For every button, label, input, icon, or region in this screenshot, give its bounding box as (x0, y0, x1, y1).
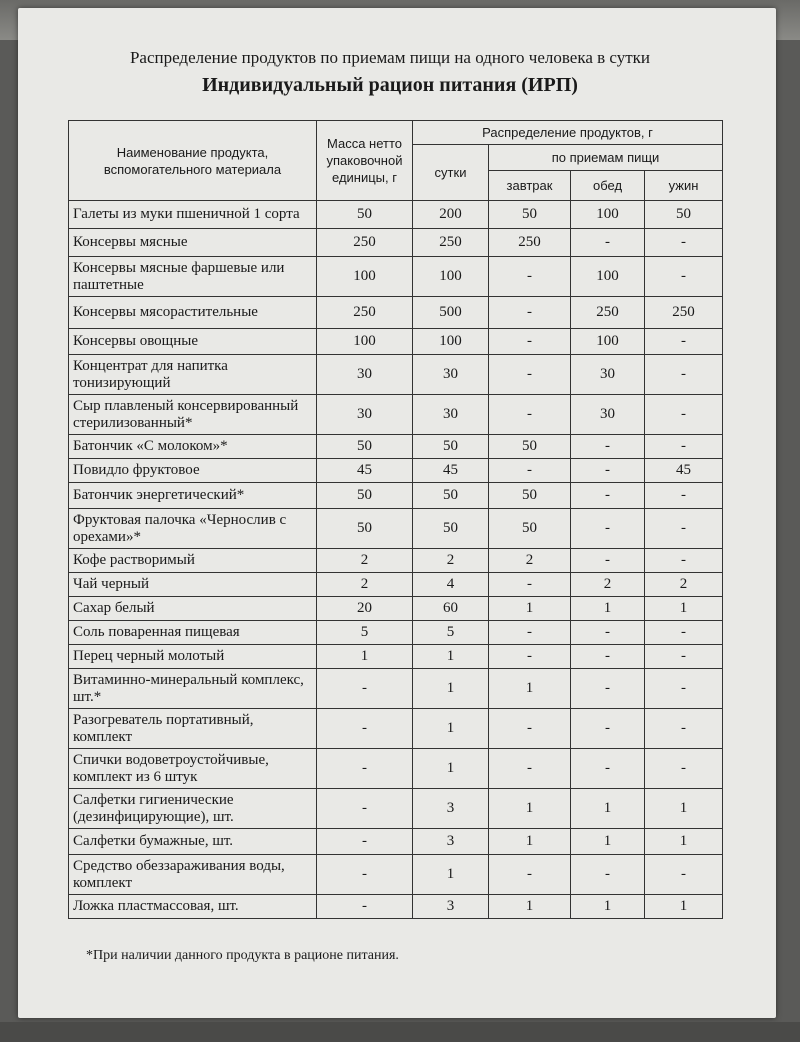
breakfast-cell: - (489, 297, 571, 329)
day-cell: 1 (413, 669, 489, 709)
breakfast-cell: - (489, 257, 571, 297)
product-name-cell: Кофе растворимый (69, 549, 317, 573)
dinner-cell: - (645, 395, 723, 435)
day-cell: 1 (413, 709, 489, 749)
document-title: Распределение продуктов по приемам пищи на одного человека в сутки (129, 48, 651, 67)
day-cell: 3 (413, 829, 489, 855)
lunch-cell: 1 (571, 895, 645, 919)
mass-cell: 1 (317, 645, 413, 669)
ration-table (68, 120, 723, 919)
lunch-cell: - (571, 709, 645, 749)
dinner-cell: - (645, 645, 723, 669)
mass-cell: 50 (317, 509, 413, 549)
breakfast-cell: - (489, 709, 571, 749)
day-cell: 4 (413, 573, 489, 597)
product-name-cell: Витаминно-минеральный комплекс, шт.* (69, 669, 317, 709)
dinner-cell: 250 (645, 297, 723, 329)
lunch-cell: 30 (571, 355, 645, 395)
product-name-cell: Галеты из муки пшеничной 1 сорта (69, 201, 317, 229)
mass-cell: 20 (317, 597, 413, 621)
table-row (69, 483, 723, 509)
day-cell: 3 (413, 789, 489, 829)
day-cell: 30 (413, 355, 489, 395)
mass-cell: 100 (317, 329, 413, 355)
product-name-cell: Концентрат для напитка тонизирующий (69, 355, 317, 395)
mass-cell: - (317, 749, 413, 789)
breakfast-cell: - (489, 459, 571, 483)
breakfast-cell: 1 (489, 895, 571, 919)
table-row (69, 459, 723, 483)
breakfast-cell: 250 (489, 229, 571, 257)
day-cell: 50 (413, 483, 489, 509)
product-name-cell: Сахар белый (69, 597, 317, 621)
breakfast-cell: 1 (489, 669, 571, 709)
table-row (69, 829, 723, 855)
breakfast-cell: 1 (489, 829, 571, 855)
header-dinner: ужин (645, 171, 723, 201)
dinner-cell: - (645, 621, 723, 645)
table-row (69, 855, 723, 895)
lunch-cell: 1 (571, 789, 645, 829)
product-name-cell: Фруктовая палочка «Чернослив с орехами»* (69, 509, 317, 549)
product-name-cell: Чай черный (69, 573, 317, 597)
product-name-cell: Консервы мясорастительные (69, 297, 317, 329)
breakfast-cell: - (489, 855, 571, 895)
lunch-cell: - (571, 509, 645, 549)
product-name-cell: Батончик «С молоком»* (69, 435, 317, 459)
product-name-cell: Консервы мясные фаршевые или паштетные (69, 257, 317, 297)
dinner-cell: - (645, 669, 723, 709)
table-body (69, 201, 723, 919)
dinner-cell: - (645, 709, 723, 749)
lunch-cell: - (571, 549, 645, 573)
day-cell: 45 (413, 459, 489, 483)
breakfast-cell: 2 (489, 549, 571, 573)
table-row (69, 201, 723, 229)
table-row (69, 229, 723, 257)
table-row (69, 789, 723, 829)
dinner-cell: - (645, 749, 723, 789)
product-name-cell: Консервы мясные (69, 229, 317, 257)
dinner-cell: 2 (645, 573, 723, 597)
header-breakfast: завтрак (489, 171, 571, 201)
lunch-cell: 2 (571, 573, 645, 597)
day-cell: 1 (413, 749, 489, 789)
day-cell: 200 (413, 201, 489, 229)
lunch-cell: - (571, 459, 645, 483)
table-row (69, 329, 723, 355)
mass-cell: - (317, 789, 413, 829)
dinner-cell: 1 (645, 829, 723, 855)
dinner-cell: - (645, 509, 723, 549)
product-name-cell: Повидло фруктовое (69, 459, 317, 483)
dinner-cell: - (645, 229, 723, 257)
mass-cell: 250 (317, 229, 413, 257)
day-cell: 100 (413, 329, 489, 355)
breakfast-cell: - (489, 645, 571, 669)
product-name-cell: Перец черный молотый (69, 645, 317, 669)
dinner-cell: - (645, 355, 723, 395)
mass-cell: 250 (317, 297, 413, 329)
breakfast-cell: - (489, 355, 571, 395)
lunch-cell: - (571, 483, 645, 509)
mass-cell: 2 (317, 549, 413, 573)
mass-cell: - (317, 709, 413, 749)
breakfast-cell: 50 (489, 483, 571, 509)
day-cell: 100 (413, 257, 489, 297)
breakfast-cell: 1 (489, 789, 571, 829)
dinner-cell: - (645, 257, 723, 297)
lunch-cell: - (571, 229, 645, 257)
mass-cell: - (317, 895, 413, 919)
table-row (69, 573, 723, 597)
lunch-cell: - (571, 435, 645, 459)
mass-cell: 45 (317, 459, 413, 483)
background-bottom (0, 1022, 800, 1042)
product-name-cell: Спички водоветроустойчивые, комплект из 6 штук (69, 749, 317, 789)
footnote: *При наличии данного продукта в рационе питания. (86, 948, 399, 963)
day-cell: 250 (413, 229, 489, 257)
product-name-cell: Разогреватель портативный, комплект (69, 709, 317, 749)
document-subtitle: Индивидуальный рацион питания (ИРП) (202, 74, 578, 96)
header-name: Наименование продукта, вспомогательного материала (69, 121, 317, 201)
lunch-cell: 100 (571, 329, 645, 355)
mass-cell: - (317, 669, 413, 709)
breakfast-cell: - (489, 621, 571, 645)
dinner-cell: 45 (645, 459, 723, 483)
mass-cell: - (317, 855, 413, 895)
lunch-cell: - (571, 621, 645, 645)
header-by-meal: по приемам пищи (489, 145, 723, 171)
dinner-cell: 1 (645, 895, 723, 919)
table-row (69, 257, 723, 297)
dinner-cell: - (645, 435, 723, 459)
product-name-cell: Средство обеззараживания воды, комплект (69, 855, 317, 895)
table-row (69, 549, 723, 573)
table-row (69, 435, 723, 459)
day-cell: 50 (413, 509, 489, 549)
mass-cell: 100 (317, 257, 413, 297)
mass-cell: 30 (317, 395, 413, 435)
table-row (69, 645, 723, 669)
product-name-cell: Сыр плавленый консервированный стерилизованный* (69, 395, 317, 435)
product-name-cell: Батончик энергетический* (69, 483, 317, 509)
breakfast-cell: - (489, 749, 571, 789)
table-row (69, 895, 723, 919)
day-cell: 500 (413, 297, 489, 329)
header-mass: Масса нетто упаковочной единицы, г (317, 121, 413, 201)
table-row (69, 355, 723, 395)
table-row (69, 669, 723, 709)
mass-cell: 30 (317, 355, 413, 395)
table-row (69, 597, 723, 621)
table-row (69, 297, 723, 329)
day-cell: 60 (413, 597, 489, 621)
lunch-cell: 250 (571, 297, 645, 329)
breakfast-cell: - (489, 395, 571, 435)
breakfast-cell: 50 (489, 435, 571, 459)
product-name-cell: Консервы овощные (69, 329, 317, 355)
lunch-cell: 30 (571, 395, 645, 435)
lunch-cell: - (571, 749, 645, 789)
product-name-cell: Салфетки бумажные, шт. (69, 829, 317, 855)
dinner-cell: 1 (645, 789, 723, 829)
day-cell: 5 (413, 621, 489, 645)
lunch-cell: 100 (571, 201, 645, 229)
header-lunch: обед (571, 171, 645, 201)
breakfast-cell: 1 (489, 597, 571, 621)
mass-cell: 50 (317, 201, 413, 229)
mass-cell: 50 (317, 435, 413, 459)
lunch-cell: - (571, 645, 645, 669)
day-cell: 30 (413, 395, 489, 435)
breakfast-cell: 50 (489, 201, 571, 229)
mass-cell: 5 (317, 621, 413, 645)
dinner-cell: - (645, 549, 723, 573)
table-row (69, 395, 723, 435)
dinner-cell: - (645, 855, 723, 895)
dinner-cell: 50 (645, 201, 723, 229)
table-row (69, 709, 723, 749)
day-cell: 2 (413, 549, 489, 573)
lunch-cell: 1 (571, 597, 645, 621)
breakfast-cell: - (489, 573, 571, 597)
lunch-cell: - (571, 669, 645, 709)
lunch-cell: - (571, 855, 645, 895)
dinner-cell: 1 (645, 597, 723, 621)
dinner-cell: - (645, 329, 723, 355)
mass-cell: - (317, 829, 413, 855)
breakfast-cell: - (489, 329, 571, 355)
table-row (69, 749, 723, 789)
dinner-cell: - (645, 483, 723, 509)
table-row (69, 509, 723, 549)
header-day: сутки (413, 145, 489, 201)
day-cell: 1 (413, 645, 489, 669)
product-name-cell: Салфетки гигиенические (дезинфицирующие), шт. (69, 789, 317, 829)
lunch-cell: 1 (571, 829, 645, 855)
product-name-cell: Соль поваренная пищевая (69, 621, 317, 645)
breakfast-cell: 50 (489, 509, 571, 549)
header-distribution: Распределение продуктов, г (413, 121, 723, 145)
lunch-cell: 100 (571, 257, 645, 297)
mass-cell: 2 (317, 573, 413, 597)
mass-cell: 50 (317, 483, 413, 509)
table-row (69, 621, 723, 645)
day-cell: 3 (413, 895, 489, 919)
day-cell: 1 (413, 855, 489, 895)
day-cell: 50 (413, 435, 489, 459)
product-name-cell: Ложка пластмассовая, шт. (69, 895, 317, 919)
